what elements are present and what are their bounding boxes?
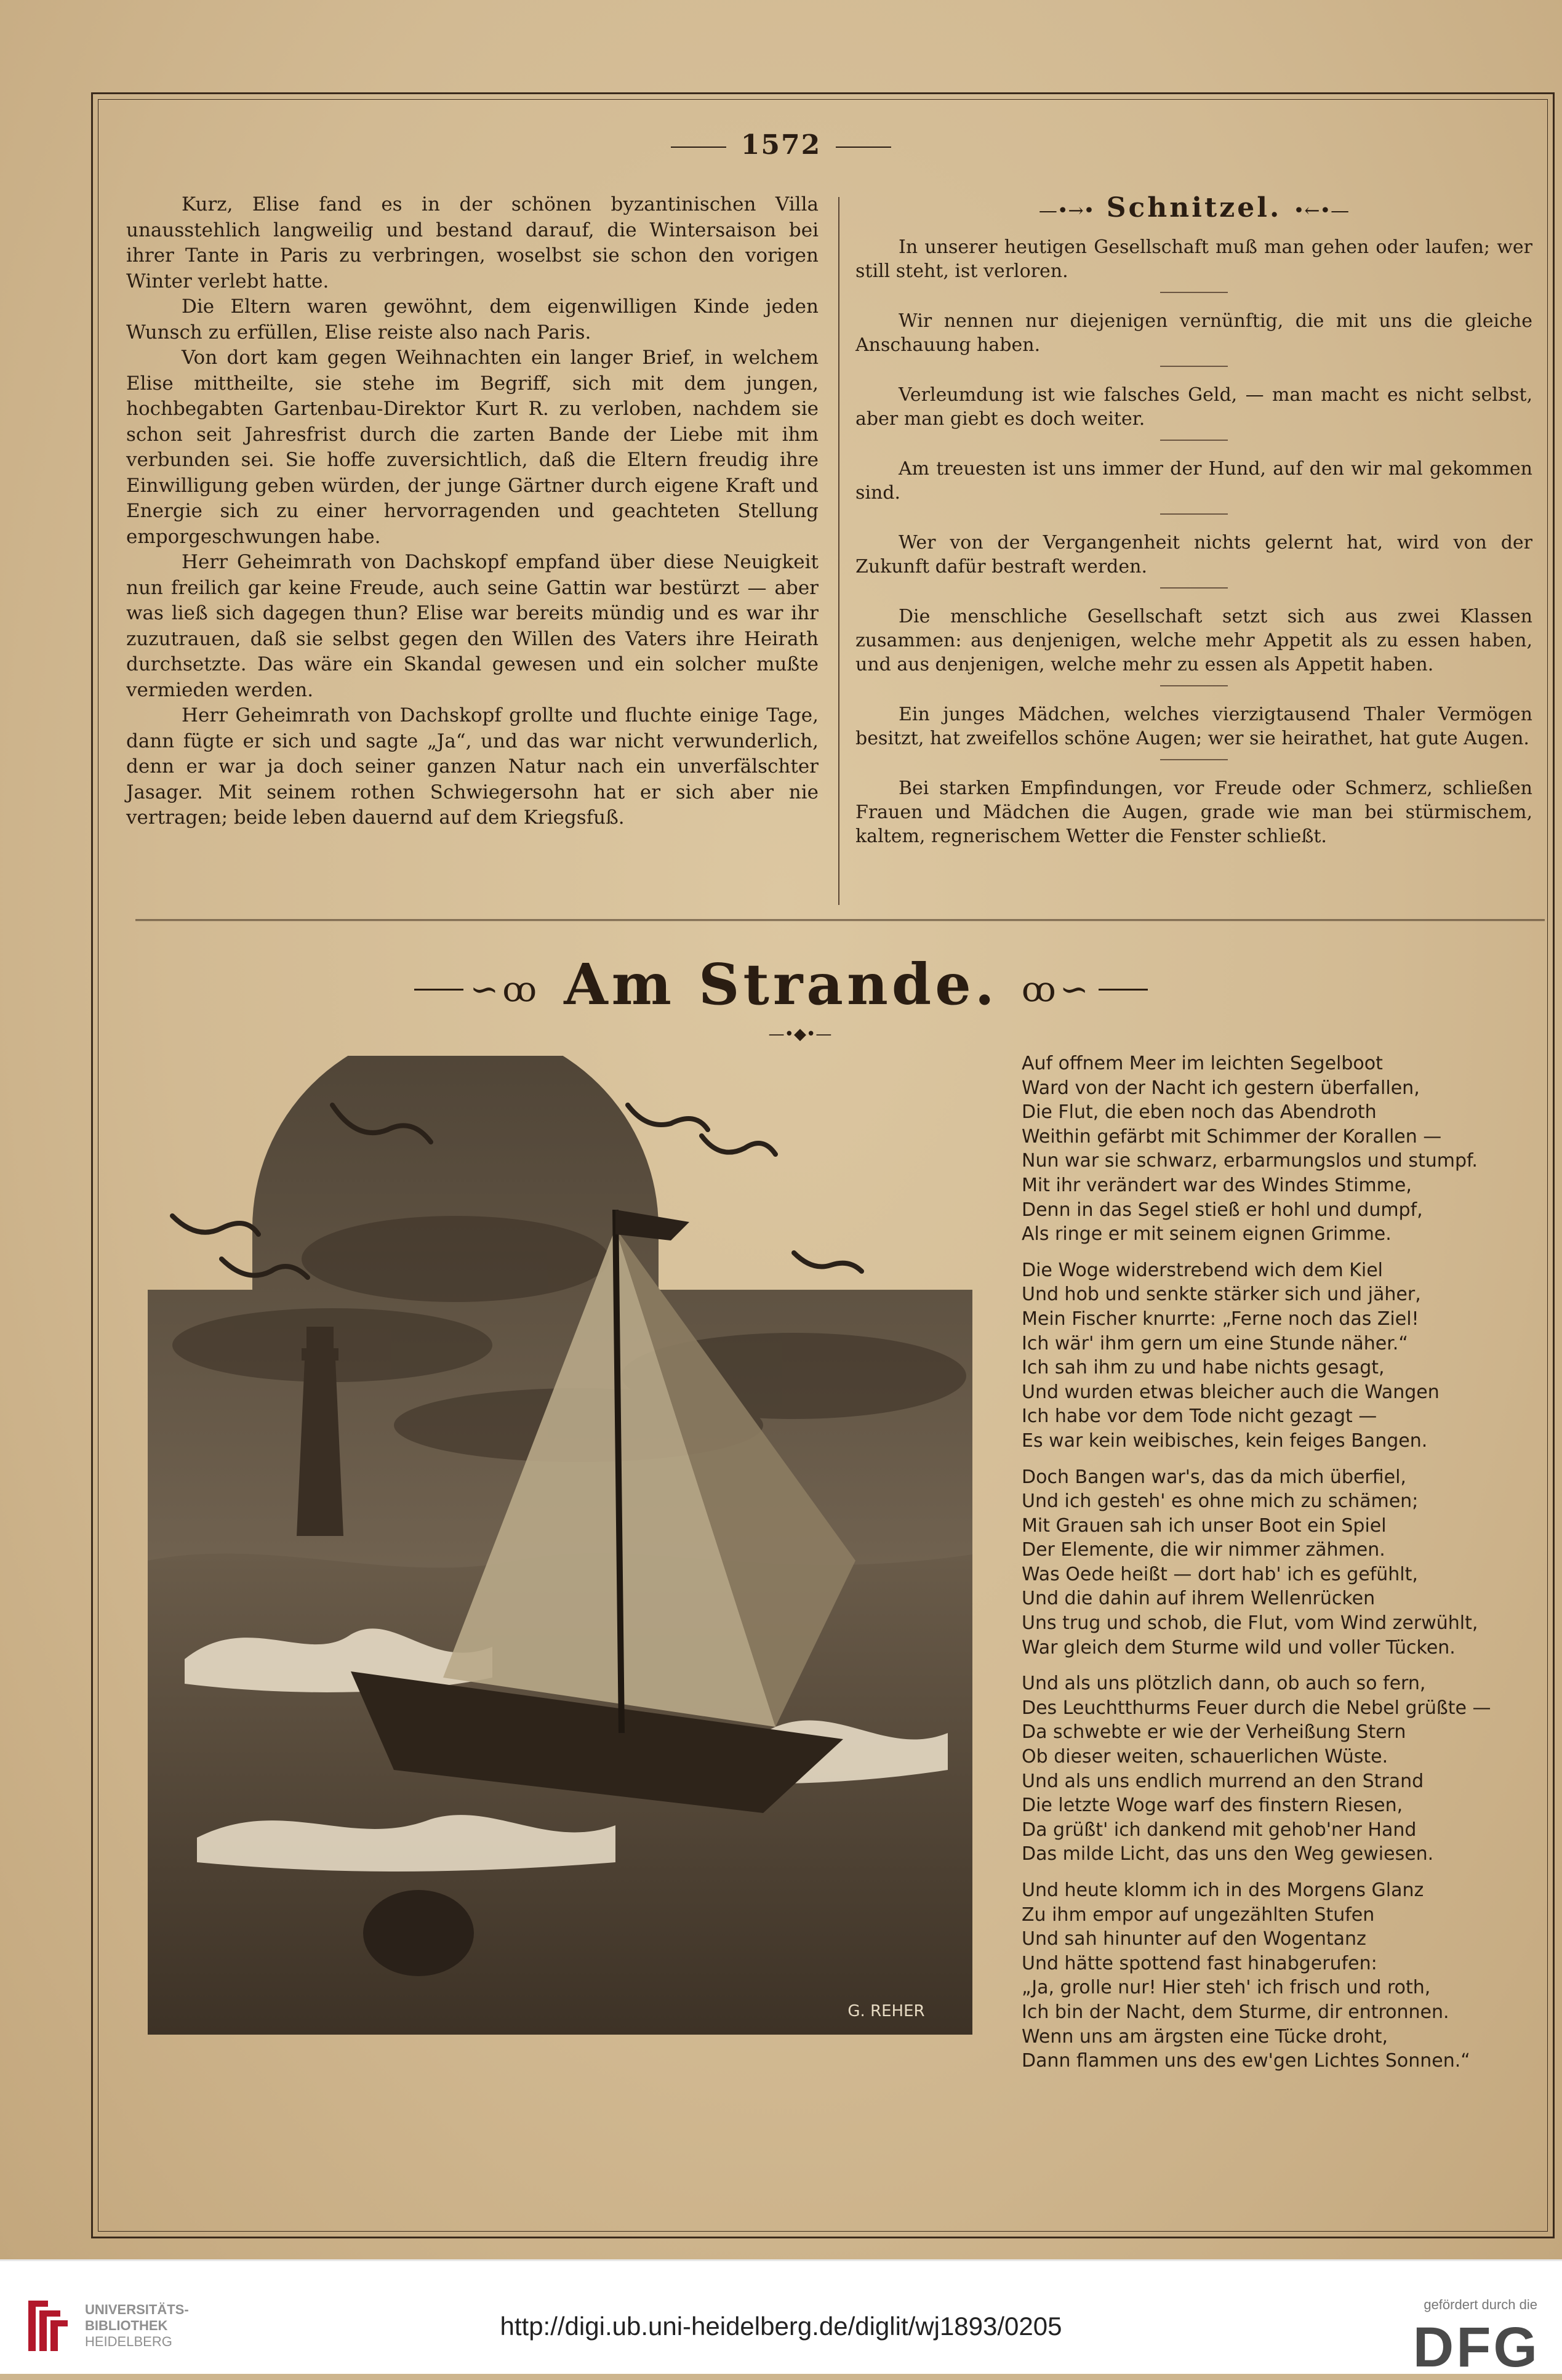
poem-line: Mein Fischer knurrte: „Ferne noch das Ziel! bbox=[1022, 1308, 1419, 1330]
poem-line: Das milde Licht, das uns den Weg gewiesen. bbox=[1022, 1843, 1434, 1865]
illustration-signature: G. REHER bbox=[847, 2002, 925, 2020]
viewer-footer bbox=[0, 2259, 1562, 2379]
poem-line: Doch Bangen war's, das da mich überfiel, bbox=[1022, 1466, 1406, 1488]
poem-stanza bbox=[1022, 1878, 1545, 2073]
poem-line: Weithin gefärbt mit Schimmer der Korallen — bbox=[1022, 1125, 1442, 1148]
poem-line: Ich wär' ihm gern um eine Stunde näher.“ bbox=[1022, 1332, 1408, 1354]
poem-stanza bbox=[1022, 1051, 1545, 1247]
title-rule-right bbox=[1099, 989, 1148, 991]
story-paragraph: Die Eltern waren gewöhnt, dem eigenwilligen Kinde jeden Wunsch zu erfüllen, Elise reiste also nach Paris. bbox=[126, 295, 819, 344]
schnitzel-column bbox=[855, 192, 1532, 848]
aphorism: Wer von der Vergangenheit nichts gelernt hat, wird von der Zukunft dafür bestraft werden. bbox=[855, 532, 1532, 577]
poem-line: Da schwebte er wie der Verheißung Stern bbox=[1022, 1721, 1406, 1743]
story-column bbox=[126, 192, 819, 831]
poem-line: Ob dieser weiten, schauerlichen Wüste. bbox=[1022, 1746, 1388, 1768]
aphorism-separator bbox=[1160, 292, 1228, 293]
poem-stanza bbox=[1022, 1258, 1545, 1453]
poem-line: Und hätte spottend fast hinabgerufen: bbox=[1022, 1952, 1377, 1974]
poem-line: Die Woge widerstrebend wich dem Kiel bbox=[1022, 1259, 1384, 1281]
poem-line: Ich habe vor dem Tode nicht gezagt — bbox=[1022, 1405, 1377, 1428]
poem-stanza bbox=[1022, 1465, 1545, 1660]
story-paragraph: Von dort kam gegen Weihnachten ein langer Brief, in welchem Elise mittheilte, sie stehe im Begriff, sich mit dem jungen, hochbegabten Gartenbau-Direktor Kurt R. zu verloben, nachdem sie schon seit Jahresfrist durch die zarten Bande der Liebe mit ihm verbunden sei. Sie hoffe zuversichtlich, daß die Eltern freudig ihre Einwilligung geben würden, der junge Gärtner durch eigene Kraft und Energie sich zu einer hervorragenden und geachteten Stellung emporgeschwungen habe. bbox=[126, 347, 819, 548]
poem-line: Und ich gesteh' es ohne mich zu schämen; bbox=[1022, 1490, 1419, 1513]
page-number-line bbox=[0, 129, 1562, 161]
poem-heading bbox=[0, 951, 1562, 1018]
page-number-rule-right bbox=[836, 147, 891, 148]
poem-line: Der Elemente, die wir nimmer zähmen. bbox=[1022, 1539, 1385, 1561]
poem-line: Denn in das Segel stieß er hohl und dumpf, bbox=[1022, 1199, 1423, 1221]
poem-line: Mit ihr verändert war des Windes Stimme, bbox=[1022, 1174, 1412, 1196]
story-paragraph: Kurz, Elise fand es in der schönen byzantinischen Villa unausstehlich langweilig und bestand darauf, die Wintersaison bei ihrer Tante in Paris zu verbringen, woselbst sie schon den vorigen Winter verlebt hatte. bbox=[126, 193, 819, 292]
poem-line: Und wurden etwas bleicher auch die Wangen bbox=[1022, 1381, 1440, 1403]
page-number: 1572 bbox=[740, 129, 822, 161]
schnitzel-heading bbox=[855, 192, 1532, 223]
poem-line: Die letzte Woge warf des finstern Riesen, bbox=[1022, 1795, 1403, 1817]
column-divider bbox=[838, 197, 839, 905]
title-ornament-icon: —•◆•— bbox=[768, 1025, 832, 1043]
funding-label: gefördert durch die bbox=[1424, 2297, 1537, 2312]
poem-line: Auf offnem Meer im leichten Segelboot bbox=[1022, 1053, 1383, 1074]
poem-line: Ward von der Nacht ich gestern überfallen, bbox=[1022, 1077, 1420, 1099]
lighthouse bbox=[297, 1327, 343, 1536]
poem-line: War gleich dem Sturme wild und voller Tücken. bbox=[1022, 1636, 1456, 1658]
poem-line: Und heute klomm ich in des Morgens Glanz bbox=[1022, 1879, 1424, 1901]
university-name-line: BIBLIOTHEK bbox=[85, 2318, 168, 2333]
aphorism: Bei starken Empfindungen, vor Freude oder Schmerz, schließen Frauen und Mädchen die Augen, grade wie man bei stürmischem, kaltem, regnerischem Wetter die Fenster schließt. bbox=[855, 778, 1532, 847]
ornament-icon: •←•— bbox=[1293, 200, 1350, 222]
aphorism: In unserer heutigen Gesellschaft muß man gehen oder laufen; wer still steht, ist verloren. bbox=[855, 236, 1532, 282]
schnitzel-title: Schnitzel. bbox=[1106, 192, 1282, 223]
aphorism-separator bbox=[1160, 759, 1228, 760]
poem-line: Mit Grauen sah ich unser Boot ein Spiel bbox=[1022, 1514, 1387, 1537]
university-name-line: HEIDELBERG bbox=[85, 2334, 172, 2349]
poem-line: Nun war sie schwarz, erbarmungslos und stumpf. bbox=[1022, 1150, 1478, 1172]
university-name-line: UNIVERSITÄTS- bbox=[85, 2302, 189, 2317]
poem-line: Da grüßt' ich dankend mit gehob'ner Hand bbox=[1022, 1819, 1417, 1841]
flourish-left-icon: ∽ꝏ bbox=[470, 969, 541, 1010]
title-rule-left bbox=[414, 989, 463, 991]
poem-line: Uns trug und schob, die Flut, vom Wind zerwühlt, bbox=[1022, 1612, 1478, 1634]
poem-line: Ich sah ihm zu und habe nichts gesagt, bbox=[1022, 1357, 1385, 1379]
poem-line: Die Flut, die eben noch das Abendroth bbox=[1022, 1101, 1377, 1124]
poem-text bbox=[1022, 1051, 1545, 2085]
page-number-rule-left bbox=[671, 147, 726, 148]
aphorism-separator bbox=[1160, 685, 1228, 686]
permalink-url[interactable]: http://digi.ub.uni-heidelberg.de/diglit/wj1893/0205 bbox=[500, 2312, 1062, 2341]
rock bbox=[363, 1890, 474, 1976]
aphorism-separator bbox=[1160, 366, 1228, 367]
poem-line: Und als uns endlich murrend an den Strand bbox=[1022, 1770, 1424, 1792]
section-divider bbox=[135, 919, 1545, 921]
aphorism: Ein junges Mädchen, welches vierzigtausend Thaler Vermögen besitzt, hat zweifellos schöne Augen; wer sie heirathet, hat gute Augen. bbox=[855, 704, 1532, 749]
aphorism: Die menschliche Gesellschaft setzt sich aus zwei Klassen zusammen: aus denjenigen, welche mehr Appetit als zu essen haben, und aus denjenigen, welche mehr zu essen als Appetit haben. bbox=[855, 606, 1532, 675]
flourish-right-icon: ꝏ∽ bbox=[1021, 969, 1092, 1010]
poem-stanza bbox=[1022, 1671, 1545, 1867]
poem-line: „Ja, grolle nur! Hier steh' ich frisch und roth, bbox=[1022, 1977, 1431, 1999]
aphorism: Verleumdung ist wie falsches Geld, — man macht es nicht selbst, aber man giebt es doch weiter. bbox=[855, 384, 1532, 430]
storm-sailboat-illustration bbox=[148, 1056, 972, 2035]
poem-line: Und sah hinunter auf den Wogentanz bbox=[1022, 1928, 1366, 1950]
story-paragraph: Herr Geheimrath von Dachskopf grollte und fluchte einige Tage, dann fügte er sich und sagte „Ja“, und das war nicht verwunderlich, denn er war ja doch seiner ganzen Natur nach ein unverfälschter Jasager. Mit seinem rothen Schwiegersohn hat er sich aber nie vertragen; beide leben dauernd auf dem Kriegsfuß. bbox=[126, 704, 819, 829]
poem-line: Als ringe er mit seinem eignen Grimme. bbox=[1022, 1223, 1392, 1245]
poem-line: Des Leuchtthurms Feuer durch die Nebel grüßte — bbox=[1022, 1697, 1491, 1719]
dfg-logo: DFG bbox=[1412, 2316, 1540, 2379]
poem-line: Was Oede heißt — dort hab' ich es gefühlt, bbox=[1022, 1563, 1418, 1585]
story-paragraph: Herr Geheimrath von Dachskopf empfand über diese Neuigkeit nun freilich gar keine Freude, auch seine Gattin war bestürzt — aber was ließ sich dagegen thun? Elise war bereits mündig und es war ihr zuzutrauen, daß sie selbst gegen den Willen des Vaters ihre Heirath durchsetzte. Das wäre ein Skandal gewesen und ein solcher mußte vermieden werden. bbox=[126, 551, 819, 701]
poem-line: Dann flammen uns des ew'gen Lichtes Sonnen.“ bbox=[1022, 2050, 1470, 2072]
poem-line: Und die dahin auf ihrem Wellenrücken bbox=[1022, 1588, 1376, 1610]
poem-line: Und hob und senkte stärker sich und jäher, bbox=[1022, 1284, 1421, 1306]
aphorism: Am treuesten ist uns immer der Hund, auf den wir mal gekommen sind. bbox=[855, 458, 1532, 504]
poem-line: Wenn uns am ärgsten eine Tücke droht, bbox=[1022, 2025, 1388, 2048]
aphorism-separator bbox=[1160, 587, 1228, 589]
aphorism-separator bbox=[1160, 440, 1228, 441]
poem-line: Es war kein weibisches, kein feiges Bangen. bbox=[1022, 1429, 1428, 1452]
ornament-icon: —•→• bbox=[1038, 200, 1095, 222]
aphorism: Wir nennen nur diejenigen vernünftig, die mit uns die gleiche Anschauung haben. bbox=[855, 310, 1532, 356]
aphorism-separator bbox=[1160, 513, 1228, 515]
poem-line: Und als uns plötzlich dann, ob auch so fern, bbox=[1022, 1673, 1426, 1695]
poem-line: Ich bin der Nacht, dem Sturme, dir entronnen. bbox=[1022, 2001, 1449, 2023]
poem-line: Zu ihm empor auf ungezählten Stufen bbox=[1022, 1904, 1375, 1926]
poem-title: Am Strande. bbox=[564, 951, 998, 1018]
